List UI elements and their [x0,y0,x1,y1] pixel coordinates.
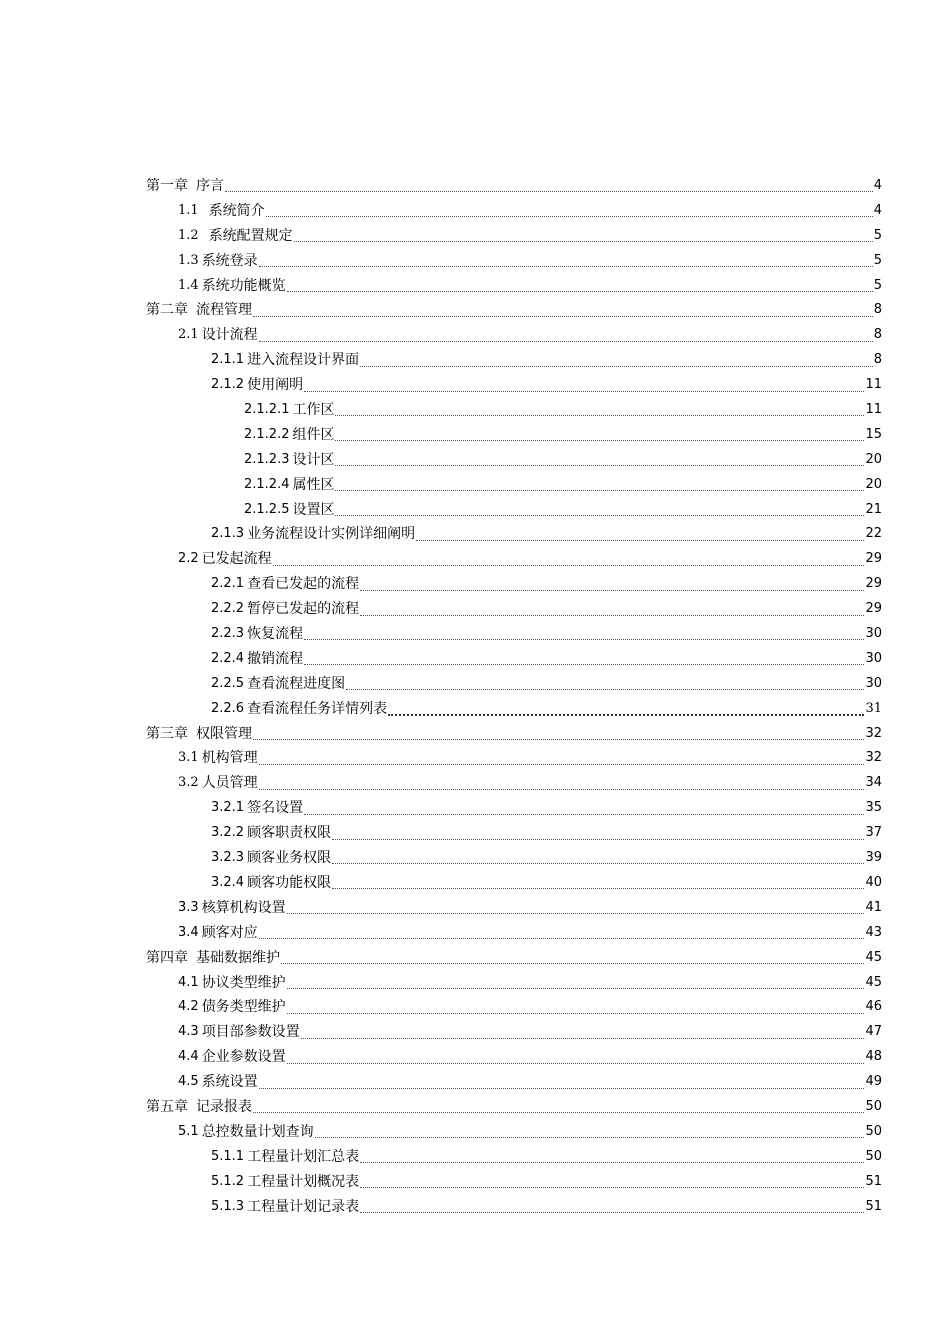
dot-leader [253,1111,864,1113]
toc-entry-title [244,398,334,423]
toc-entry-title [178,199,265,224]
toc-entry-number: 3.2 [178,775,199,791]
toc-entry-number: 2.1.2.2 [244,426,290,442]
toc-entry-label: 债务类型维护 [201,999,286,1016]
toc-entry-title [178,224,293,249]
toc-entry-title [146,1095,252,1120]
dot-leader [266,215,873,217]
dot-leader [301,1037,865,1039]
dot-leader [259,265,873,267]
toc-entry-number: 2.1 [178,327,199,343]
toc-entry-number: 第二章 [146,302,188,319]
toc-entry-title [178,995,286,1020]
toc-entry-title [211,1145,359,1170]
toc-entry-title [178,771,258,796]
toc-entry[interactable] [146,522,882,547]
toc-entry-page-number: 30 [865,626,882,642]
toc-entry[interactable] [146,821,882,846]
toc-entry-number: 2.1.2.3 [244,451,290,467]
toc-entry-number: 4.5 [178,1074,199,1090]
toc-entry-label: 设计区 [292,451,335,468]
toc-entry[interactable] [146,995,882,1020]
dot-leader [259,340,873,342]
toc-entry[interactable] [146,423,882,448]
toc-entry-page-number: 51 [865,1198,882,1214]
toc-entry-label: 人员管理 [201,775,258,792]
toc-entry-title [146,946,280,971]
toc-entry-label: 顾客业务权限 [247,850,332,867]
toc-entry-title [244,473,334,498]
toc-entry-label: 查看流程进度图 [247,675,346,692]
toc-entry[interactable] [146,298,882,323]
toc-entry-page-number: 41 [865,899,882,915]
dot-leader [360,1211,864,1213]
toc-entry-label: 系统功能概览 [201,277,286,294]
toc-entry-label: 系统简介 [208,202,265,219]
toc-entry-page-number: 8 [873,352,882,368]
toc-entry-page-number: 5 [873,277,882,293]
toc-entry-label: 序言 [196,178,224,194]
toc-entry-label: 进入流程设计界面 [247,352,360,369]
toc-entry-number: 5.1.2 [211,1173,245,1189]
toc-entry-title [211,871,331,896]
toc-entry[interactable] [146,572,882,597]
toc-entry-number: 2.2.5 [211,675,245,691]
dot-leader [304,638,864,640]
toc-entry-label: 总控数量计划查询 [201,1123,314,1140]
toc-entry-number: 4.1 [178,974,199,990]
toc-entry-label: 签名设置 [247,800,304,817]
toc-entry[interactable] [146,796,882,821]
toc-entry[interactable] [146,1120,882,1145]
dot-leader [335,464,864,466]
dot-leader [360,1161,864,1163]
toc-entry[interactable] [146,921,882,946]
dot-leader [253,315,873,317]
toc-entry-label: 权限管理 [196,725,252,742]
table-of-contents [146,174,882,1219]
toc-entry-number: 5.1.1 [211,1148,245,1164]
toc-entry-label: 工程量计划汇总表 [247,1148,360,1165]
toc-entry-title [178,249,258,274]
toc-entry-page-number: 29 [865,601,882,617]
toc-entry[interactable] [146,946,882,971]
toc-entry[interactable] [146,746,882,771]
toc-entry-label: 项目部参数设置 [201,1024,300,1041]
toc-entry[interactable] [146,971,882,996]
toc-entry-page-number: 47 [865,1024,882,1040]
toc-entry[interactable] [146,199,882,224]
toc-entry[interactable] [146,398,882,423]
toc-entry-title [178,274,286,299]
toc-entry[interactable] [146,647,882,672]
toc-entry-number: 1.4 [178,277,199,293]
dot-leader [315,1136,865,1138]
toc-entry-title [178,971,286,996]
toc-entry[interactable] [146,697,882,722]
toc-entry[interactable] [146,498,882,523]
dot-leader [287,290,873,292]
toc-entry-page-number: 46 [865,999,882,1015]
toc-entry-title [146,298,252,323]
toc-entry-title [178,1045,286,1070]
toc-entry-title [178,323,258,348]
toc-entry-label: 记录报表 [196,1098,252,1115]
toc-entry[interactable] [146,871,882,896]
dot-leader [259,788,865,790]
toc-entry-page-number: 5 [873,252,882,268]
toc-entry-number: 第一章 [146,178,188,194]
toc-entry-title [211,522,415,547]
dot-leader [259,763,865,765]
toc-entry-page-number: 45 [865,974,882,990]
dot-leader [294,240,873,242]
toc-entry-page-number: 8 [873,327,882,343]
toc-entry[interactable] [146,1070,882,1095]
dot-leader [259,1087,865,1089]
toc-entry-page-number: 4 [873,178,882,193]
toc-entry-number: 2.1.2 [211,377,245,393]
toc-entry-page-number: 30 [865,650,882,666]
toc-entry-number: 2.2.3 [211,626,245,642]
toc-entry-page-number: 51 [865,1173,882,1189]
toc-entry-number: 2.1.3 [211,526,245,542]
toc-entry-page-number: 31 [865,700,882,716]
toc-entry-label: 顾客功能权限 [247,874,332,891]
toc-entry-page-number: 20 [865,451,882,467]
toc-entry-number: 第五章 [146,1098,188,1115]
dot-leader [287,987,865,989]
toc-entry-label: 属性区 [292,476,335,493]
toc-entry-label: 设计流程 [201,327,258,344]
dot-leader [335,489,864,491]
toc-entry-number: 3.1 [178,750,199,766]
dot-leader [360,365,873,367]
toc-entry-label: 系统配置规定 [208,227,293,244]
toc-entry-title [146,174,224,199]
toc-entry[interactable] [146,896,882,921]
toc-entry-label: 业务流程设计实例详细阐明 [247,526,416,543]
toc-entry-title [178,547,272,572]
toc-entry-label: 协议类型维护 [201,974,286,991]
toc-entry-title [178,1070,258,1095]
dot-leader [287,1012,865,1014]
toc-entry[interactable] [146,224,882,249]
toc-entry-number: 第三章 [146,725,188,742]
toc-entry-title [211,373,303,398]
toc-entry-number: 1.2 [178,227,199,243]
toc-entry-page-number: 50 [865,1098,882,1114]
dot-leader [273,564,865,566]
dot-leader [360,614,864,616]
toc-entry-page-number: 4 [873,202,882,218]
dot-leader [332,838,864,840]
dot-leader [388,713,864,716]
toc-entry-label: 已发起流程 [201,551,272,568]
toc-entry-title [244,498,334,523]
toc-entry-label: 顾客对应 [201,924,258,941]
toc-entry-page-number: 32 [865,725,882,741]
toc-entry-page-number: 8 [873,302,882,318]
dot-leader [287,912,865,914]
toc-entry[interactable] [146,1045,882,1070]
toc-entry-label: 恢复流程 [247,626,304,643]
toc-entry-page-number: 43 [865,924,882,940]
toc-entry-page-number: 35 [865,800,882,816]
dot-leader [304,813,864,815]
toc-entry-page-number: 37 [865,825,882,841]
toc-entry[interactable] [146,1195,882,1220]
toc-entry[interactable] [146,323,882,348]
dot-leader [360,1186,864,1188]
dot-leader [287,1062,865,1064]
toc-entry[interactable] [146,174,882,199]
toc-entry-title [211,672,345,697]
toc-entry[interactable] [146,771,882,796]
toc-entry[interactable] [146,622,882,647]
toc-entry-title [211,348,359,373]
toc-entry-page-number: 5 [873,227,882,243]
toc-entry-number: 2.1.2.5 [244,501,290,517]
toc-entry-page-number: 45 [865,949,882,965]
toc-entry-title [211,796,303,821]
toc-entry-label: 核算机构设置 [201,899,286,916]
toc-entry-label: 系统设置 [201,1074,258,1091]
toc-entry-label: 查看流程任务详情列表 [247,700,388,717]
toc-entry-number: 4.4 [178,1049,199,1065]
toc-entry-number: 4.2 [178,999,199,1015]
toc-entry-title [146,722,252,747]
toc-entry-label: 工作区 [292,402,335,419]
toc-entry[interactable] [146,672,882,697]
toc-entry-label: 基础数据维护 [196,949,280,966]
toc-entry[interactable] [146,448,882,473]
toc-entry[interactable] [146,547,882,572]
toc-entry-number: 3.2.3 [211,850,245,866]
toc-entry[interactable] [146,1145,882,1170]
toc-entry-label: 工程量计划概况表 [247,1173,360,1190]
toc-entry-label: 流程管理 [196,302,252,319]
toc-entry-title [178,1120,314,1145]
dot-leader [346,688,864,690]
toc-entry[interactable] [146,249,882,274]
toc-entry[interactable] [146,1170,882,1195]
toc-entry-label: 使用阐明 [247,377,304,394]
toc-entry-title [211,572,359,597]
toc-entry-page-number: 29 [865,576,882,592]
toc-entry-title [178,1020,300,1045]
toc-entry-number: 3.3 [178,899,199,915]
dot-leader [259,937,865,939]
toc-entry-number: 5.1.3 [211,1198,245,1214]
toc-entry-title [211,622,303,647]
toc-entry-page-number: 48 [865,1049,882,1065]
toc-entry-number: 2.2.2 [211,601,245,617]
toc-entry-title [211,821,331,846]
toc-entry-title [211,1195,359,1220]
dot-leader [304,663,864,665]
toc-entry-page-number: 20 [865,476,882,492]
toc-entry-title [244,448,334,473]
toc-entry-number: 2.2 [178,551,199,567]
toc-entry-number: 1.1 [178,202,199,218]
toc-entry-label: 设置区 [292,501,335,518]
dot-leader [253,738,864,740]
toc-entry-number: 2.1.2.4 [244,476,290,492]
toc-entry-title [178,921,258,946]
toc-entry[interactable] [146,722,882,747]
toc-entry-page-number: 49 [865,1074,882,1090]
toc-entry[interactable] [146,274,882,299]
toc-entry[interactable] [146,1020,882,1045]
toc-entry-page-number: 15 [865,426,882,442]
dot-leader [332,887,864,889]
toc-entry[interactable] [146,348,882,373]
dot-leader [225,190,873,192]
toc-entry-page-number: 21 [865,501,882,517]
toc-entry-number: 2.2.4 [211,650,245,666]
dot-leader [335,514,864,516]
toc-entry-label: 撤销流程 [247,650,304,667]
toc-entry-label: 系统登录 [201,252,258,269]
toc-entry-page-number: 30 [865,675,882,691]
toc-entry-page-number: 22 [865,526,882,542]
toc-entry-title [178,896,286,921]
toc-entry[interactable] [146,473,882,498]
dot-leader [360,589,864,591]
toc-entry-page-number: 11 [865,402,882,418]
dot-leader [304,390,864,392]
toc-entry-number: 2.2.1 [211,576,245,592]
toc-entry-page-number: 39 [865,850,882,866]
dot-leader [335,439,864,441]
dot-leader [416,539,864,541]
dot-leader [332,862,864,864]
toc-entry-label: 机构管理 [201,750,258,767]
dot-leader [281,962,864,964]
toc-entry-number: 1.3 [178,252,199,268]
toc-entry-page-number: 11 [865,377,882,393]
toc-entry-label: 暂停已发起的流程 [247,601,360,618]
toc-entry-number: 3.2.1 [211,800,245,816]
toc-entry-number: 4.3 [178,1024,199,1040]
dot-leader [335,414,864,416]
toc-entry-label: 组件区 [292,426,335,443]
toc-entry-page-number: 50 [865,1123,882,1139]
toc-entry-number: 2.1.2.1 [244,402,290,418]
toc-entry-label: 查看已发起的流程 [247,576,360,593]
toc-entry-number: 2.1.1 [211,352,245,368]
toc-entry-title [211,1170,359,1195]
toc-entry-number: 3.2.2 [211,825,245,841]
toc-entry-title [211,597,359,622]
toc-entry-page-number: 29 [865,551,882,567]
toc-entry[interactable] [146,846,882,871]
toc-entry-label: 工程量计划记录表 [247,1198,360,1215]
toc-entry[interactable] [146,373,882,398]
toc-entry-number: 2.2.6 [211,700,245,716]
toc-entry-page-number: 40 [865,874,882,890]
toc-entry-page-number: 34 [865,775,882,791]
toc-entry-number: 第四章 [146,949,188,966]
toc-entry-title [211,697,387,722]
toc-entry-label: 企业参数设置 [201,1049,286,1066]
toc-entry-label: 顾客职责权限 [247,825,332,842]
toc-entry-page-number: 50 [865,1148,882,1164]
toc-entry-number: 5.1 [178,1123,199,1139]
toc-entry-title [211,846,331,871]
toc-entry-title [211,647,303,672]
toc-entry-title [244,423,334,448]
toc-entry[interactable] [146,597,882,622]
toc-entry-page-number: 32 [865,750,882,766]
toc-entry-number: 3.4 [178,924,199,940]
toc-entry-title [178,746,258,771]
toc-entry-number: 3.2.4 [211,874,245,890]
toc-entry[interactable] [146,1095,882,1120]
